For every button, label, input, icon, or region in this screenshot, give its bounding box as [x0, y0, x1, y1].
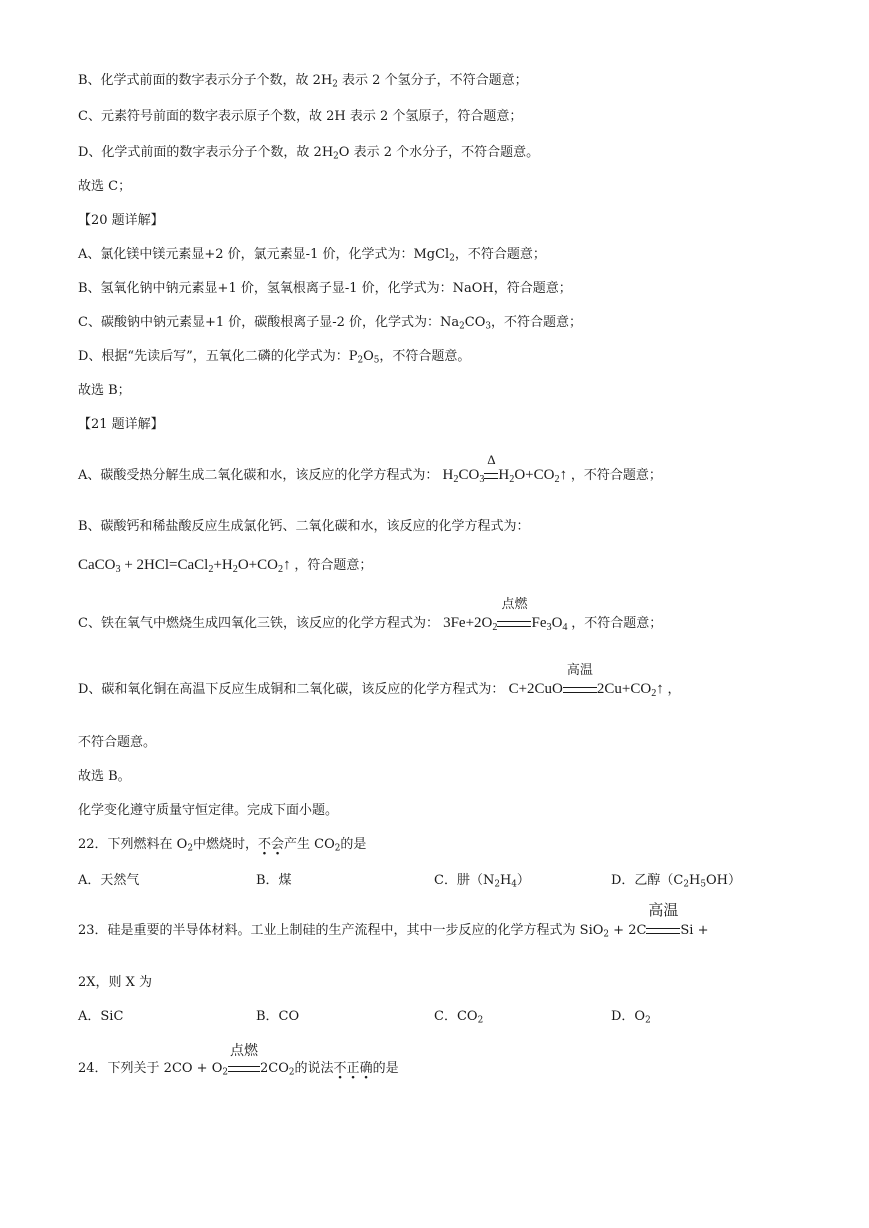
question-24: 24．下列关于 $2CO + O_2$ 点燃 $2CO_2$的说法不正确的是 — [78, 1043, 399, 1078]
answer-19: 故选 C； — [78, 179, 132, 194]
answer-20: 故选 B； — [78, 383, 131, 398]
heading-20: 【20 题详解】 — [78, 213, 164, 228]
explanation-line-c: C、元素符号前面的数字表示原子个数，故 2H 表示 2 个氢原子，符合题意； — [78, 109, 523, 124]
section-intro: 化学变化遵守质量守恒定律。完成下面小题。 — [78, 803, 339, 818]
explanation-line-d: D、化学式前面的数字表示分子个数，故 $2H_2O$ 表示 2 个水分子，不符合题意。 — [78, 145, 540, 162]
equation-b: CaCO$_3$ + $2HCl=CaCl_2+H_2O+CO_2↑$ — [78, 557, 291, 576]
reaction-condition: 点燃 — [497, 614, 531, 632]
q21-option-a: A、碳酸受热分解生成二氧化碳和水，该反应的化学方程式为： $H_2CO_3$ Δ $H_2O+CO_2↑$ ，不符合题意； — [78, 452, 662, 486]
q23-option-c: C．$CO_2$ — [434, 1009, 484, 1026]
gas-arrow-icon: ↑ — [559, 467, 568, 483]
q21-option-c: C、铁在氧气中燃烧生成四氧化三铁，该反应的化学方程式为： $3Fe+2O_2$ 点燃 $Fe_3O_4$ ，不符合题意； — [78, 596, 663, 634]
reaction-condition: Δ — [484, 466, 498, 484]
explanation-line-b: B、化学式前面的数字表示分子个数，故 $2H_2$ 表示 2 个氢分子，不符合题意； — [78, 73, 528, 90]
q20-option-b: B、氢氧化钠中钠元素显+1 价，氢氧根离子显-1 价，化学式为：NaOH，符合题意； — [78, 281, 572, 296]
q20-option-d: D、根据“先读后写”，五氧化二磷的化学式为：$P_2O_5$，不符合题意。 — [78, 349, 471, 366]
q22-option-a: A．天然气 — [78, 873, 140, 888]
q23-option-a: A．SiC — [78, 1009, 124, 1024]
gas-arrow-icon: ↑ — [283, 557, 291, 573]
q20-option-c: C、碳酸钠中钠元素显+1 价，碳酸根离子显-2 价，化学式为：$Na_2CO_3$，不符合题意； — [78, 315, 583, 332]
q21-option-b: B、碳酸钙和稀盐酸反应生成氯化钙、二氧化碳和水，该反应的化学方程式为： — [78, 519, 530, 534]
q20-option-a: A、氯化镁中镁元素显+2 价，氯元素显-1 价，化学式为：MgCl$_2$，不符合题意； — [78, 247, 546, 264]
question-23: 23．硅是重要的半导体材料。工业上制硅的生产流程中，其中一步反应的化学方程式为 SiO$_2$ + 2C 高温 Si + — [78, 901, 709, 940]
question-23-cont: 2X，则 X 为 — [78, 975, 153, 990]
reaction-condition: 点燃 — [228, 1060, 260, 1078]
q23-option-b: B．CO — [256, 1009, 300, 1024]
q21-option-b-equation: CaCO$_3$ + $2HCl=CaCl_2+H_2O+CO_2↑$ ，符合题意； — [78, 557, 373, 576]
equation-a: $H_2CO_3$ Δ $H_2O+CO_2↑$ — [442, 452, 568, 486]
gas-arrow-icon: ↑ — [656, 681, 664, 697]
equation-c: $3Fe+2O_2$ 点燃 $Fe_3O_4$ — [443, 596, 568, 634]
q21-option-d-cont: 不符合题意。 — [78, 735, 157, 750]
q22-option-c: C．肼$(N_2H_4)$ — [434, 873, 530, 890]
q21-option-d: D、碳和氧化铜在高温下反应生成铜和二氧化碳，该反应的化学方程式为： C+2CuO 高温 $2Cu+CO_2↑$ ， — [78, 662, 681, 700]
equation-d: C+2CuO 高温 $2Cu+CO_2↑$ — [508, 662, 664, 700]
q22-option-b: B．煤 — [256, 873, 292, 888]
q23-option-d: D．$O_2$ — [611, 1009, 651, 1026]
reaction-condition: 高温 — [646, 922, 680, 940]
question-22: 22．下列燃料在 $O_2$中燃烧时，不会产生 $CO_2$的是 — [78, 837, 367, 854]
reaction-condition: 高温 — [563, 680, 597, 698]
q22-option-d: D．乙醇$(C_2H_5OH)$ — [611, 873, 741, 890]
answer-21: 故选 B。 — [78, 769, 131, 784]
heading-21: 【21 题详解】 — [78, 417, 164, 432]
